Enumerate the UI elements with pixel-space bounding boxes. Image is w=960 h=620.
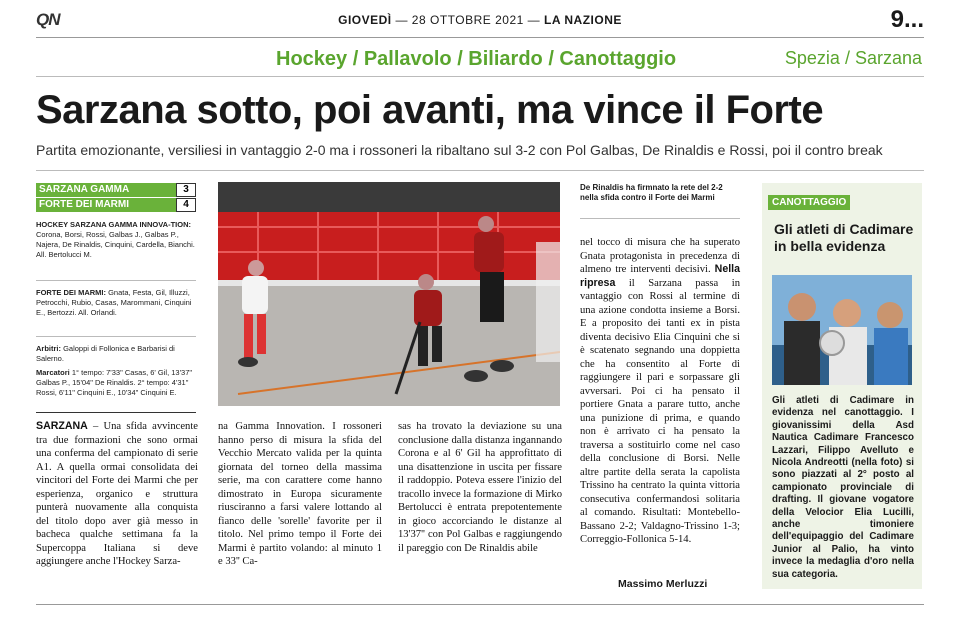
col-1-text: – Una sfida avvincente tra due formazioni che sono ormai una conferma del campionato di serie A1. A quella ormai consolidata dei vincitori del Forte dei Marmi che per esperienza, organico e struttura punterà nuovamente alla conquista del titolo dopo aver già messo in bacheca qualche settimana fa la Supercoppa Italiana si deve aggiungere anche l'Hockey Sarza- [36, 421, 198, 567]
dateline [36, 13, 924, 27]
col-4-text-b: il Sarzana passa in vantaggio con Rossi al termine di una azione condotta insieme a Borsi. E a proposito dei tanti ex in pista diventa decisivo Elia Cinquini che si è scatenato segnando una doppietta che ha consentito al Forte di raggiungere il pari e sorpassare gli avversari. Poi ci ha pensato il portiere Gnata a parare tutto, anche una punizione di prima, e quando non è arrivato ci ha pensato la traversa a sostituirlo come nel caso della conclusione di Borsi. Nelle altre partite della serata la capolista Trissino ha centrato la quinta vittoria consecutiva confermandosi solitaria al comando. Risultati: Montebello-Bassano 2-2; Valdagno-Trissino 1-3; Correggio-Follonica 5-14. [580, 277, 740, 545]
photo-caption: De Rinaldis ha firmnato la rete del 2-2 nella sfida contro il Forte dei Marmi [580, 183, 723, 202]
team-name: SARZANA GAMMA [39, 184, 130, 195]
bottom-rule [36, 604, 924, 605]
subhead-ripresa: Nella ripresa [580, 263, 740, 289]
lineup-home [36, 220, 196, 260]
article-col-2: na Gamma Innovation. I rossoneri hanno perso di misura la sfida del Vecchio Mercato valida per la quinta giornata del torneo della massima serie, ma con carattere come hanno dimostrato in Europa sicuramente riusciranno a farsi valere lottando al fianco delle 'sorelle' favorite per il titolo. Nel primo tempo il Forte dei Marmi è partito volando: al minuto 1 e 33'' Ca- [218, 421, 382, 567]
masthead [36, 8, 924, 38]
scorers [36, 368, 196, 398]
deck-rule [36, 170, 924, 171]
referees [36, 344, 196, 364]
sidebar-title: Gli atleti di Cadimare in bella evidenza [774, 221, 914, 254]
rowers-photo [772, 275, 912, 385]
paper-name: LA NAZIONE [543, 13, 622, 27]
divider [36, 412, 196, 413]
team-name: FORTE DEI MARMI [39, 199, 129, 210]
lineup-home-text: Corona, Borsi, Rossi, Galbas J., Galbas P., Najera, De Rinaldis, Cinquini, Cardella, Bianchi. All. Bertolucci M. [36, 230, 195, 259]
divider [580, 218, 740, 219]
newspaper-logo: QN [36, 10, 60, 29]
scorers-text: 1° tempo: 7'33" Casas, 6' Gil, 13'37" Galbas P., 15'04" De Rinaldis. 2° tempo: 4'31" Rossi, 6'11" Cinquini E., 10'34" Cinquini E. [36, 368, 193, 397]
sidebar-box [762, 183, 922, 589]
referees-title: Arbitri: [36, 344, 61, 353]
team-score: 4 [176, 198, 196, 212]
headline: Sarzana sotto, poi avanti, ma vince il Forte [36, 88, 824, 132]
lineup-away [36, 288, 196, 318]
sidebar-tag: CANOTTAGGIO [768, 195, 850, 210]
section-location: Spezia / Sarzana [784, 48, 922, 68]
lineup-away-text: Gnata, Festa, Gil, Illuzzi, Petrocchi, Rubio, Casas, Marommani, Cinquini E., Bertozzi. All. Orlandi. [36, 288, 192, 317]
sidebar-text: Gli atleti di Cadimare in evidenza nel canottaggio. I giovanissimi della Asd Nautica Cadimare Francesco Lazzari, Filippo Avelluto e Nicola Andreotti (nella foto) si sono piazzati al 2° posto al campionato provinciale di drafting. Il giovane vogatore della Velocior Elia Lucilli, anche timoniere dell'equipaggio del Cadimare Junior al Palio, ha vinto invece la medaglia d'oro nella sua categoria. [772, 395, 914, 580]
section-rule [36, 76, 924, 77]
divider [36, 336, 196, 337]
date: — 28 OTTOBRE 2021 — [395, 13, 541, 27]
lineup-away-title: FORTE DEI MARMI: [36, 288, 106, 297]
lineup-home-title: HOCKEY SARZANA GAMMA INNOVA-TION: [36, 220, 191, 229]
section-title: Hockey / Pallavolo / Biliardo / Canottaggio [276, 48, 677, 70]
byline: Massimo Merluzzi [618, 578, 708, 590]
score-row-home [36, 183, 196, 197]
hockey-photo [218, 182, 560, 406]
score-row-away [36, 198, 196, 212]
team-score: 3 [176, 183, 196, 197]
article-col-1 [36, 420, 198, 569]
page-number: 9... [890, 6, 924, 33]
divider [36, 280, 196, 281]
referees-text: Galoppi di Follonica e Barbarisi di Salerno. [36, 344, 175, 363]
scorers-title: Marcatori [36, 368, 70, 377]
deck: Partita emozionante, versiliesi in vantaggio 2-0 ma i rossoneri la ribaltano sul 3-2 con Pol Galbas, De Rinaldis e Rossi, poi il contro break [36, 142, 883, 158]
article-col-4 [580, 236, 740, 547]
col-4-text-a: nel tocco di misura che ha superato Gnata protagonista in precedenza di almeno tre interventi decisivi. [580, 237, 740, 275]
dateline-city: SARZANA [36, 420, 88, 432]
article-col-3: sas ha trovato la deviazione su una conclusione dalla distanza ingannando Corona e al 6' Gil ha approfittato di una disattenzione in uscita per fissare il raddoppio. Poteva essere l'inizio del tracollo invece la formazione di Mirko Bertolucci è entrata prepotentemente in gioco accorciando le distanze al 13'37'' con Pol Galbas e raggiungendo il pareggio con De Rinaldis abile [398, 421, 562, 554]
weekday: GIOVEDÌ [338, 13, 392, 27]
